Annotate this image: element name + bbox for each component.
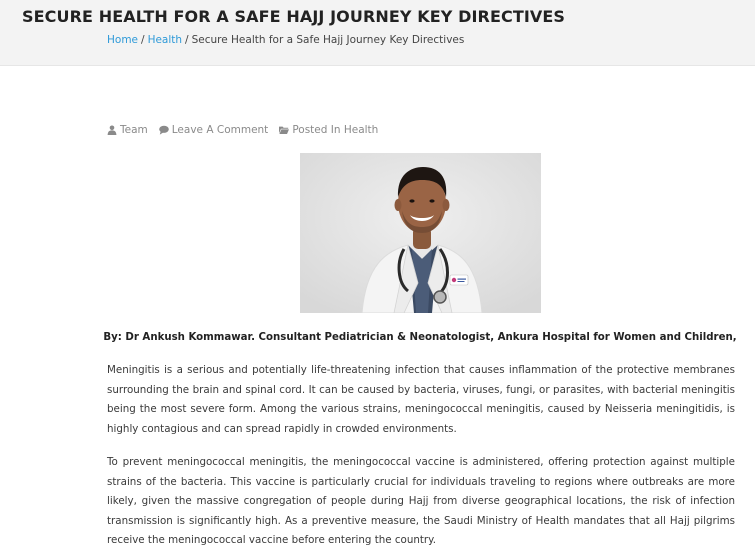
paragraph-line: receive the meningococcal vaccine before entering the country. — [107, 534, 437, 545]
breadcrumb-category-link[interactable]: Health — [147, 34, 183, 46]
paragraph-line: Meningitis is a serious and potentially life-threatening infection that causes inflammation of the protective membranes — [107, 364, 735, 376]
folder-icon — [279, 125, 289, 135]
post-meta — [107, 124, 389, 136]
doctor-portrait-illustration — [300, 153, 541, 313]
breadcrumb-separator: / — [141, 34, 145, 46]
article-paragraph — [107, 453, 735, 545]
comment-icon — [159, 125, 169, 135]
user-icon — [107, 125, 117, 135]
article-byline: By: Dr Ankush Kommawar. Consultant Pediatrician & Neonatologist, Ankura Hospital for Women and Children, — [103, 332, 737, 343]
page-title: SECURE HEALTH FOR A SAFE HAJJ JOURNEY KEY DIRECTIVES — [22, 7, 566, 26]
paragraph-line: highly contagious and can spread rapidly in crowded environments. — [107, 422, 457, 435]
meta-comment[interactable] — [159, 124, 269, 136]
breadcrumb-home-link[interactable]: Home — [107, 34, 139, 46]
paragraph-line: To prevent meningococcal meningitis, the meningococcal vaccine is administered, offering protection against multiple — [107, 456, 735, 468]
paragraph-line: likely, given the massive congregation of people during Hajj from diverse geographical locations, the risk of infection — [107, 495, 735, 507]
breadcrumb-separator: / — [185, 34, 189, 46]
paragraph-line: being the most severe form. Among the various strains, meningococcal meningitis, caused by Neisseria meningitidis, is — [107, 403, 735, 415]
meta-category[interactable] — [279, 124, 378, 136]
doctor-photo — [300, 153, 541, 313]
article-paragraph — [107, 361, 735, 439]
paragraph-line: transmission is significantly high. As a preventive measure, the Saudi Ministry of Health mandates that all Hajj pilgrims — [107, 514, 735, 527]
meta-comment-label: Leave A Comment — [171, 124, 269, 136]
meta-category-label: Posted In Health — [292, 124, 379, 136]
meta-author-label: Team — [120, 124, 148, 136]
breadcrumb-current: Secure Health for a Safe Hajj Journey Key Directives — [191, 34, 465, 46]
breadcrumb — [107, 34, 464, 46]
paragraph-line: strains of the bacteria. This vaccine is particularly crucial for individuals traveling to regions where outbreaks are more — [107, 475, 735, 488]
paragraph-line: surrounding the brain and spinal cord. It can be caused by bacteria, viruses, fungi, or parasites, with bacterial meningitis — [107, 383, 735, 396]
page-header — [0, 0, 755, 66]
meta-author[interactable] — [107, 124, 148, 136]
